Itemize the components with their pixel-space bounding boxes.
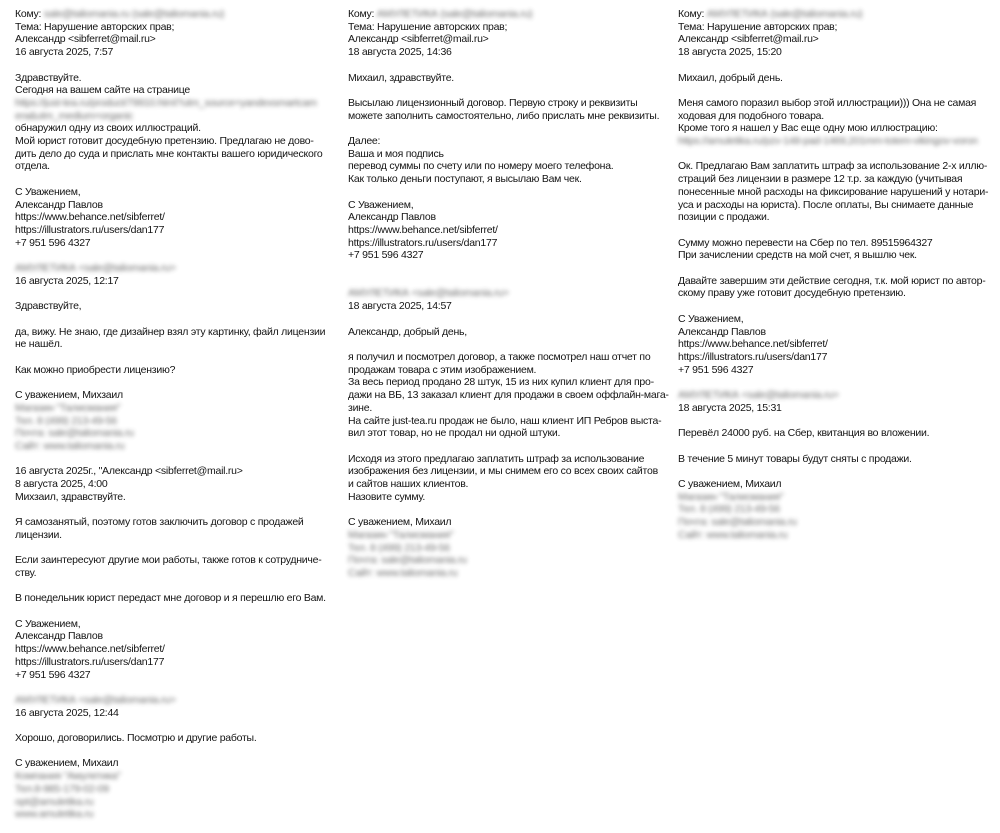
email-text: https://illustrators.ru/users/dan177	[15, 655, 165, 668]
email-text: 16 августа 2025, 7:57	[15, 46, 114, 59]
email-text: Александр Павлов	[348, 211, 436, 224]
email-text: отдела.	[15, 160, 50, 173]
email-text-line	[678, 249, 996, 262]
email-text: не нашёл.	[15, 338, 63, 351]
blank-line	[678, 465, 996, 478]
email-text: лицензии.	[15, 528, 62, 541]
blank-line	[15, 59, 333, 72]
redacted-text: Сайт: www.taliomania.ru	[15, 439, 125, 452]
email-text-line	[348, 46, 666, 59]
email-text-line	[678, 186, 996, 199]
email-text: С уважением, Михзаил	[15, 389, 123, 402]
email-text: +7 951 596 4327	[348, 249, 424, 262]
blank-line	[15, 719, 333, 732]
email-text-line	[348, 224, 666, 237]
blank-line	[678, 376, 996, 389]
email-text-line	[678, 46, 996, 59]
blank-line	[15, 580, 333, 593]
email-text-line	[348, 287, 666, 300]
email-text: ходовая для подобного товара.	[678, 109, 824, 122]
email-text: https://illustrators.ru/users/dan177	[15, 223, 165, 236]
email-text: Александр Павлов	[678, 325, 766, 338]
redacted-text: sale@taliomania.ru (sale@taliomania.ru)	[43, 8, 225, 20]
email-text: уса и расходы на юриста). После оплаты, Вы снимаете данные	[678, 198, 974, 211]
email-text: https://illustrators.ru/users/dan177	[348, 236, 498, 249]
email-text-line	[678, 275, 996, 288]
email-text-line	[678, 364, 996, 377]
email-text-line	[15, 97, 333, 110]
email-text-line	[348, 249, 666, 262]
email-text-line	[15, 567, 333, 580]
email-text-line	[15, 389, 333, 402]
email-text-line	[678, 160, 996, 173]
blank-line	[15, 313, 333, 326]
email-text-line	[15, 237, 333, 250]
email-text: Я самозанятый, поэтому готов заключить договор с продажей	[15, 516, 304, 529]
blank-line	[678, 262, 996, 275]
blank-line	[348, 59, 666, 72]
blank-line	[15, 249, 333, 262]
email-text: Сумму можно перевести на Сбер по тел. 89515964327	[678, 236, 933, 249]
email-text: https://www.behance.net/sibferret/	[15, 643, 165, 656]
email-text: Далее:	[348, 135, 381, 148]
email-text: Здравствуйте.	[15, 71, 82, 84]
email-text: Высылаю лицензионный договор. Первую строку и реквизиты	[348, 96, 638, 109]
email-text-line	[15, 415, 333, 428]
blank-line	[348, 122, 666, 135]
redacted-text: Тел. 8 (499) 213-49-56	[15, 414, 117, 427]
email-text-line	[15, 630, 333, 643]
email-text: можете заполнить самостоятельно, либо прислать мне реквизиты.	[348, 109, 660, 122]
email-text: 18 августа 2025, 15:20	[678, 46, 782, 59]
blank-line	[15, 503, 333, 516]
email-text: Кому:	[678, 8, 707, 20]
email-text-line	[678, 402, 996, 415]
redacted-text: Магазин "Талисмания"	[15, 401, 121, 414]
email-text-line	[678, 453, 996, 466]
blank-line	[678, 224, 996, 237]
blank-line	[348, 338, 666, 351]
email-text: +7 951 596 4327	[15, 668, 91, 681]
email-text-line	[348, 427, 666, 440]
email-text: Александр, добрый день,	[348, 325, 467, 338]
email-text-line	[678, 122, 996, 135]
email-text-line	[348, 326, 666, 339]
email-text-line	[348, 237, 666, 250]
email-thread-column-2	[348, 8, 669, 580]
blank-line	[15, 605, 333, 618]
email-text-line	[348, 135, 666, 148]
email-text-line	[348, 465, 666, 478]
email-text-line	[348, 148, 666, 161]
email-text-line	[15, 148, 333, 161]
email-text-line	[348, 554, 666, 567]
email-text: вил этот товар, но не продал ни одной штуки.	[348, 427, 561, 440]
email-text-line	[15, 694, 333, 707]
email-text-line	[348, 376, 666, 389]
email-text-line	[678, 33, 996, 46]
email-text-line	[15, 491, 333, 504]
email-text: Ок. Предлагаю Вам заплатить штраф за использование 2-х иллю-	[678, 160, 988, 173]
email-text: Тема: Нарушение авторских прав;	[348, 20, 508, 33]
blank-line	[15, 351, 333, 364]
redacted-text: АМУЛЕТИКА <sale@taliomania.ru>	[15, 262, 176, 275]
email-text-line	[15, 33, 333, 46]
email-text-line	[678, 211, 996, 224]
email-text-line	[15, 478, 333, 491]
email-text: обнаружил одну из своих иллюстраций.	[15, 122, 201, 135]
email-text-line	[678, 516, 996, 529]
email-text-line	[678, 135, 996, 148]
redacted-text: https://just-tea.ru/product/79910.html?utm_source=yandexsmartcam	[15, 96, 317, 109]
email-text: я получил и посмотрел договор, а также посмотрел наш отчет по	[348, 350, 651, 363]
email-text-line	[15, 402, 333, 415]
blank-line	[348, 440, 666, 453]
email-text-line	[678, 478, 996, 491]
email-text: 16 августа 2025, 12:17	[15, 274, 119, 287]
redacted-text: АМУЛЕТИКА <sale@taliomania.ru>	[15, 693, 176, 706]
email-text: https://www.behance.net/sibferret/	[15, 211, 165, 224]
blank-line	[15, 173, 333, 186]
email-text-line	[678, 237, 996, 250]
email-text-line	[15, 224, 333, 237]
email-text-line	[15, 529, 333, 542]
blank-line	[15, 453, 333, 466]
email-text-line	[678, 199, 996, 212]
email-text: Хорошо, договорились. Посмотрю и другие работы.	[15, 732, 257, 745]
email-text-line	[348, 8, 666, 21]
email-text: В течение 5 минут товары будут сняты с продажи.	[678, 452, 912, 465]
email-text: Тема: Нарушение авторских прав;	[678, 20, 838, 33]
email-text: При зачислении средств на мой счет, я вышлю чек.	[678, 249, 917, 262]
email-text: дить дело до суда и прислать мне контакты вашего юридического	[15, 147, 323, 160]
email-text: Если заинтересуют другие мои работы, также готов к сотрудниче-	[15, 554, 322, 567]
email-text-line	[678, 313, 996, 326]
redacted-text: https://amuletika.ru/pzv-148-pad-1469,201mm-totem-vikingov-voron	[678, 135, 978, 148]
email-text-line	[678, 529, 996, 542]
email-text-line	[678, 72, 996, 85]
email-text: Александр <sibferret@mail.ru>	[15, 33, 156, 46]
blank-line	[678, 84, 996, 97]
email-text-line	[15, 757, 333, 770]
email-text-line	[348, 199, 666, 212]
email-text-line	[15, 364, 333, 377]
blank-line	[678, 415, 996, 428]
email-text-line	[15, 262, 333, 275]
email-text: Кому:	[15, 8, 44, 20]
email-text-line	[348, 300, 666, 313]
email-text-line	[678, 389, 996, 402]
email-text-line	[15, 465, 333, 478]
email-text-line	[348, 351, 666, 364]
email-text-line	[678, 326, 996, 339]
email-text-line	[15, 300, 333, 313]
email-text: С уважением, Михаил	[15, 757, 119, 770]
email-text-line	[15, 770, 333, 783]
email-text: Здравствуйте,	[15, 300, 82, 313]
email-text-line	[15, 516, 333, 529]
email-text: На сайте just-tea.ru продаж не было, наш клиент ИП Ребров выста-	[348, 414, 662, 427]
email-text: да, вижу. Не знаю, где дизайнер взял эту картинку, файл лицензии	[15, 325, 326, 338]
blank-line	[348, 313, 666, 326]
redacted-text: Магазин "Талисмания"	[348, 528, 454, 541]
email-text-line	[348, 478, 666, 491]
redacted-text: Почта: sale@taliomania.ru	[348, 554, 467, 567]
email-text: С Уважением,	[348, 198, 414, 211]
redacted-text: Тел. 8 (499) 213-49-56	[678, 503, 780, 516]
email-text-line	[15, 46, 333, 59]
email-text-line	[348, 211, 666, 224]
redacted-text: АМУЛЕТИКА <sale@taliomania.ru>	[678, 389, 839, 402]
email-text-line	[678, 287, 996, 300]
email-text-line	[15, 618, 333, 631]
email-text-line	[348, 402, 666, 415]
email-text: Тема: Нарушение авторских прав;	[15, 20, 175, 33]
email-text: зине.	[348, 401, 372, 414]
email-text-line	[348, 453, 666, 466]
email-text: изображения без лицензии, и мы снимем его со всех своих сайтов	[348, 465, 658, 478]
email-text-line	[15, 796, 333, 809]
email-text: За весь период продано 28 штук, 15 из них купил клиент для про-	[348, 376, 654, 389]
email-text-line	[15, 656, 333, 669]
email-text-line	[15, 199, 333, 212]
email-text: Михзаил, здравствуйте.	[15, 490, 126, 503]
email-text-line	[15, 592, 333, 605]
email-text-line	[678, 97, 996, 110]
email-text: страций без лицензии в размере 12 т.р. за каждую (учитывая	[678, 173, 963, 186]
email-text-line	[348, 72, 666, 85]
email-text-line	[678, 8, 996, 21]
redacted-text: era&utm_medium=organic	[15, 109, 133, 122]
email-text-line	[15, 135, 333, 148]
email-text: перевод суммы по счету или по номеру моего телефона.	[348, 160, 614, 173]
email-text: скому праву уже готовит досудебную претензию.	[678, 287, 906, 300]
email-text: 16 августа 2025, 12:44	[15, 706, 119, 719]
email-text-line	[348, 110, 666, 123]
blank-line	[15, 376, 333, 389]
email-text-line	[678, 338, 996, 351]
email-text-line	[15, 186, 333, 199]
email-text: понесенные мной расходы на фиксирование нарушений у нотари-	[678, 185, 989, 198]
email-text: Перевёл 24000 руб. на Сбер, квитанция во вложении.	[678, 427, 930, 440]
blank-line	[678, 440, 996, 453]
email-text-line	[348, 567, 666, 580]
email-text: ству.	[15, 566, 37, 579]
redacted-text: Тел.8-985-179-02-09	[15, 782, 109, 795]
redacted-text: АМУЛЕТИКА <sale@taliomania.ru>	[348, 287, 509, 300]
redacted-text: Почта: sale@taliomania.ru	[15, 427, 134, 440]
email-text-line	[15, 338, 333, 351]
email-text: С уважением, Михаил	[678, 478, 782, 491]
email-text: Назовите сумму.	[348, 490, 426, 503]
email-text-line	[15, 326, 333, 339]
email-text: В понедельник юрист передаст мне договор и я перешлю его Вам.	[15, 592, 326, 605]
email-text-line	[348, 415, 666, 428]
email-text: Сегодня на вашем сайте на странице	[15, 84, 191, 97]
email-text-line	[15, 643, 333, 656]
blank-line	[15, 681, 333, 694]
blank-line	[15, 287, 333, 300]
email-text-line	[15, 808, 333, 821]
email-text-line	[348, 389, 669, 402]
email-text-line	[15, 160, 333, 173]
email-text: Александр Павлов	[15, 198, 103, 211]
email-text: Кому:	[348, 8, 377, 20]
email-text-line	[15, 8, 333, 21]
redacted-text: Сайт: www.taliomania.ru	[678, 528, 788, 541]
email-text-line	[15, 427, 333, 440]
redacted-text: www.amuletika.ru	[15, 808, 94, 821]
blank-line	[15, 745, 333, 758]
email-text-line	[678, 21, 996, 34]
email-text: Как можно приобрести лицензию?	[15, 363, 176, 376]
email-text-line	[348, 542, 666, 555]
email-text-line	[348, 21, 666, 34]
email-text-line	[348, 160, 666, 173]
email-text: Кроме того я нашел у Вас еще одну мою иллюстрацию:	[678, 122, 938, 135]
email-text-line	[678, 427, 996, 440]
email-text: Мой юрист готовит досудебную претензию. Предлагаю не дово-	[15, 135, 314, 148]
blank-line	[678, 300, 996, 313]
email-text: продажам товара с этим изображением.	[348, 363, 537, 376]
email-text-line	[678, 110, 996, 123]
email-text-line	[15, 84, 333, 97]
email-text-line	[15, 72, 333, 85]
email-text: Исходя из этого предлагаю заплатить штраф за использование	[348, 452, 645, 465]
blank-line	[348, 275, 666, 288]
redacted-text: Тел. 8 (499) 213-49-56	[348, 541, 450, 554]
email-text: С уважением, Михаил	[348, 516, 452, 529]
email-text: Александр Павлов	[15, 630, 103, 643]
email-text-line	[15, 554, 333, 567]
redacted-text: Почта: sale@taliomania.ru	[678, 516, 797, 529]
email-text-line	[348, 364, 666, 377]
email-text: Михаил, здравствуйте.	[348, 71, 454, 84]
email-text-line	[348, 516, 666, 529]
blank-line	[15, 542, 333, 555]
blank-line	[348, 84, 666, 97]
blank-line	[678, 59, 996, 72]
email-text-line	[678, 503, 996, 516]
redacted-text: Сайт: www.taliomania.ru	[348, 566, 458, 579]
email-text: С Уважением,	[15, 617, 81, 630]
email-text: 16 августа 2025г., "Александр <sibferret@mail.ru>	[15, 465, 243, 478]
email-thread-column-1	[15, 8, 333, 821]
email-text-line	[15, 21, 333, 34]
email-text-line	[15, 211, 333, 224]
email-text-line	[348, 491, 666, 504]
email-text: +7 951 596 4327	[15, 236, 91, 249]
redacted-text: Магазин "Талисмания"	[678, 490, 784, 503]
email-text: дажи на ВБ, 13 заказал клиент для продажи в своем оффлайн-мага-	[348, 389, 669, 402]
redacted-text: АМУЛЕТИКА (sale@taliomania.ru)	[376, 8, 533, 20]
blank-line	[348, 262, 666, 275]
email-text-line	[348, 529, 666, 542]
email-text-line	[348, 173, 666, 186]
email-text-line	[15, 110, 333, 123]
email-text: 18 августа 2025, 15:31	[678, 401, 782, 414]
email-text: С Уважением,	[15, 185, 81, 198]
blank-line	[348, 503, 666, 516]
email-text: и сайтов наших клиентов.	[348, 478, 469, 491]
email-text-line	[15, 122, 333, 135]
email-text: Александр <sibferret@mail.ru>	[678, 33, 819, 46]
email-text: С Уважением,	[678, 312, 744, 325]
email-text-line	[15, 707, 333, 720]
email-text: 18 августа 2025, 14:36	[348, 46, 452, 59]
email-text-line	[678, 173, 996, 186]
email-text: Михаил, добрый день.	[678, 71, 783, 84]
email-text: позиции с продажи.	[678, 211, 770, 224]
email-text-line	[15, 783, 333, 796]
email-text: https://illustrators.ru/users/dan177	[678, 350, 828, 363]
blank-line	[348, 186, 666, 199]
email-text: +7 951 596 4327	[678, 363, 754, 376]
email-text-line	[15, 732, 333, 745]
email-thread-column-3	[678, 8, 996, 542]
email-text-line	[15, 669, 333, 682]
email-text-line	[15, 275, 333, 288]
redacted-text: opt@amuletika.ru	[15, 795, 94, 808]
email-text: https://www.behance.net/sibferret/	[348, 223, 498, 236]
email-text: 18 августа 2025, 14:57	[348, 300, 452, 313]
email-text: Александр <sibferret@mail.ru>	[348, 33, 489, 46]
email-text: Ваша и моя подпись	[348, 147, 444, 160]
redacted-text: Компания "Амулетика"	[15, 770, 121, 783]
email-text-line	[348, 33, 666, 46]
email-text-line	[678, 491, 996, 504]
email-text: https://www.behance.net/sibferret/	[678, 338, 828, 351]
email-text: Как только деньги поступают, я высылаю Вам чек.	[348, 173, 582, 186]
email-text: 8 августа 2025, 4:00	[15, 478, 108, 491]
blank-line	[678, 148, 996, 161]
email-text-line	[678, 351, 996, 364]
email-text: Меня самого поразил выбор этой иллюстрации))) Она не самая	[678, 96, 977, 109]
email-text-line	[348, 97, 666, 110]
email-text: Давайте завершим эти действие сегодня, т.к. мой юрист по автор-	[678, 274, 986, 287]
email-text-line	[15, 440, 333, 453]
redacted-text: АМУЛЕТИКА (sale@taliomania.ru)	[706, 8, 863, 20]
